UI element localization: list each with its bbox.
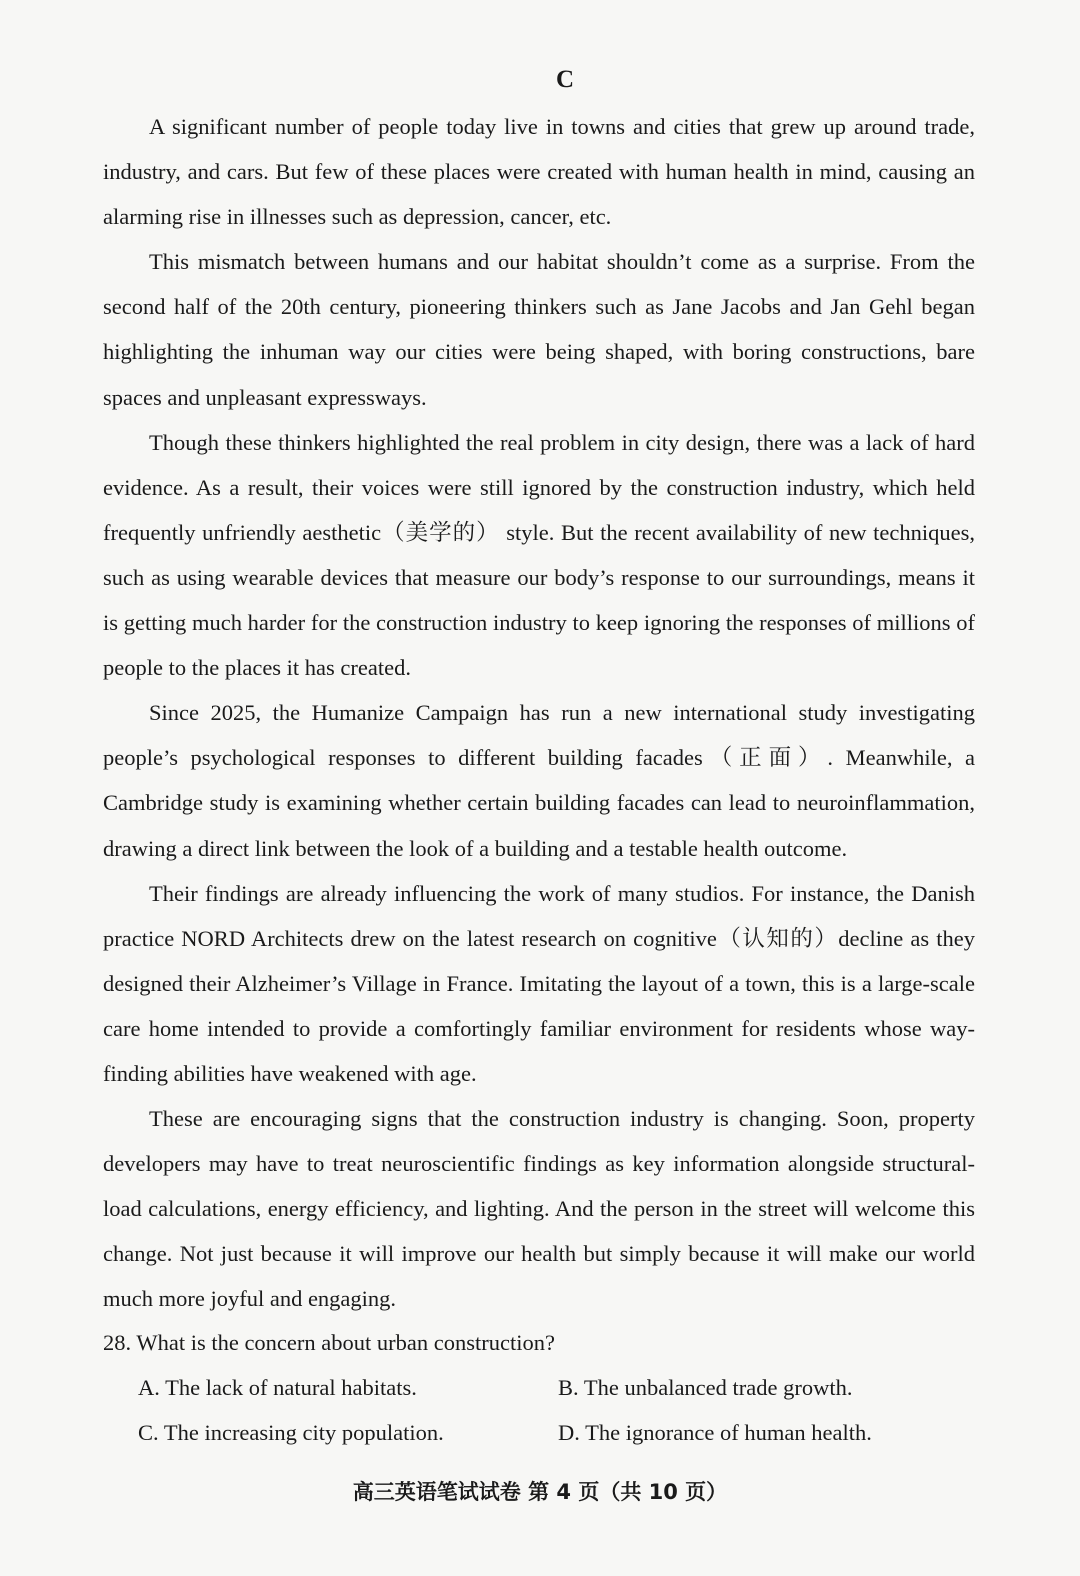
paragraph-5: Their findings are already influencing the work of many studios. For instance, the Danish practice NORD Architects drew on the latest research on cognitive（认知的）decline as they designed their Alzheimer’s Village in France. Imitating the layout of a town, this is a large-scale care home intended to provide a comfortingly familiar environment for residents whose way-finding abilities have weakened with age.: [103, 880, 975, 1086]
page-footer: 高三英语笔试试卷 第 4 页（共 10 页）: [352, 1480, 728, 1504]
paragraph-4: Since 2025, the Humanize Campaign has run a new international study investigating people’s psychological responses to different building facades（正面）. Meanwhile, a Cambridge study is examining whether certain building facades can lead to neuroinflammation, drawing a direct link between the look of a building and a testable health outcome.: [103, 700, 975, 861]
reading-passage: [103, 104, 975, 1322]
paragraph-6: These are encouraging signs that the construction industry is changing. Soon, property developers may have to treat neuroscientific findings as key information alongside structural-load calculations, energy efficiency, and lighting. And the person in the street will welcome this change. Not just because it will improve our health but simply because it will make our world much more joyful and engaging.: [103, 1106, 975, 1312]
option-d: D. The ignorance of human health.: [558, 1420, 872, 1445]
question-28: [103, 1320, 975, 1455]
answer-options: [138, 1365, 975, 1455]
paragraph-2: This mismatch between humans and our habitat shouldn’t come as a surprise. From the second half of the 20th century, pioneering thinkers such as Jane Jacobs and Jan Gehl began highlighting the inhuman way our cities were being shaped, with boring constructions, bare spaces and unpleasant expressways.: [103, 249, 975, 410]
section-heading: C: [555, 66, 575, 93]
paragraph-3: Though these thinkers highlighted the real problem in city design, there was a lack of hard evidence. As a result, their voices were still ignored by the construction industry, which held frequently unfriendly aesthetic（美学的） style. But the recent availability of new techniques, such as using wearable devices that measure our body’s response to our surroundings, means it is getting much harder for the construction industry to keep ignoring the responses of millions of people to the places it has created.: [103, 429, 975, 681]
option-c: C. The increasing city population.: [138, 1420, 444, 1445]
paragraph-1: A significant number of people today live in towns and cities that grew up around trade, industry, and cars. But few of these places were created with human health in mind, causing an alarming rise in illnesses such as depression, cancer, etc.: [103, 114, 975, 230]
option-a: A. The lack of natural habitats.: [138, 1375, 417, 1400]
option-b: B. The unbalanced trade growth.: [558, 1375, 853, 1400]
question-stem: 28. What is the concern about urban construction?: [103, 1330, 555, 1355]
